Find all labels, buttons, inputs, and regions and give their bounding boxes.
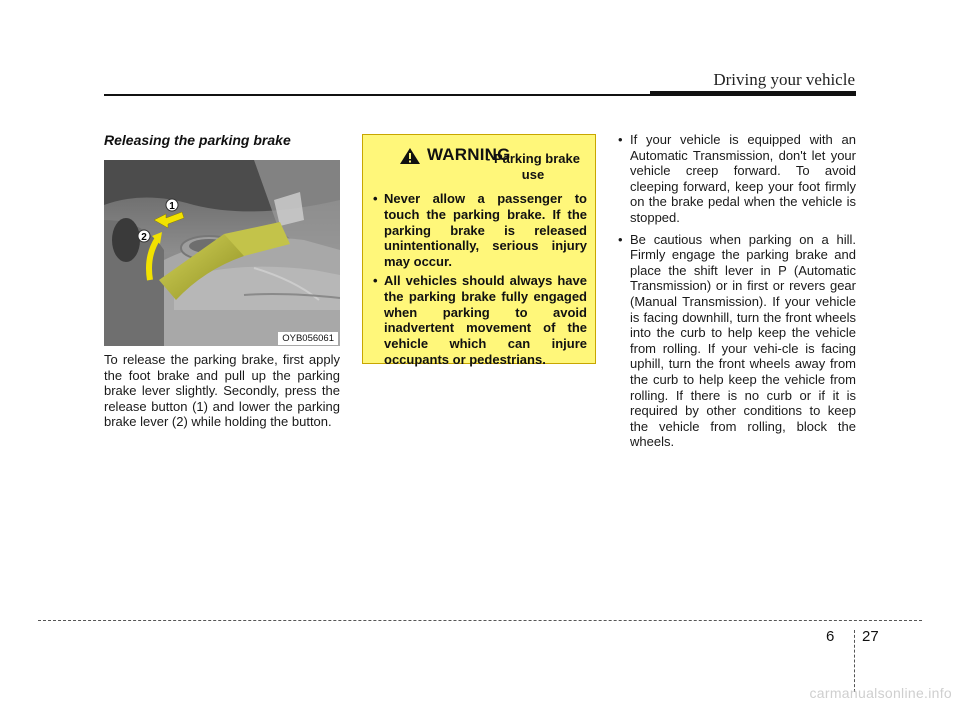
header-rule-accent	[650, 91, 856, 96]
warning-word: WARNING	[427, 145, 511, 164]
parking-brake-photo	[104, 160, 340, 346]
footer-divider	[854, 630, 855, 692]
footer-rule	[38, 620, 922, 621]
running-header-title: Driving your vehicle	[713, 70, 855, 89]
warning-item-text: All vehicles should always have the parking brake fully engaged when parking to avoid inadvertent movement of the vehicle which can injure occupants or pedestrians.	[384, 272, 587, 367]
callout-2: 2	[141, 232, 147, 243]
tip-item	[616, 232, 856, 450]
tip-text: If your vehicle is equipped with an Automatic Transmission, don't let your vehicle creep forward. To avoid cleeping forward, keep your foot firmly on the brake pedal when the vehicle is stopped.	[630, 132, 856, 225]
bullet: •	[373, 272, 378, 288]
warning-item	[373, 273, 587, 368]
parking-brake-illustration	[104, 160, 340, 346]
callout-1: 1	[169, 201, 175, 212]
warning-subtitle: - Parking brake use	[486, 151, 580, 182]
warning-item-text: Never allow a passenger to touch the parking brake. If the parking brake is released unintentionally, serious injury may occur.	[384, 191, 587, 270]
hill-parking-tips	[616, 132, 856, 456]
tip-item	[616, 132, 856, 226]
page-chapter: 6	[826, 628, 835, 645]
warning-list	[373, 191, 587, 368]
bullet: •	[618, 132, 623, 147]
warning-box	[362, 134, 596, 367]
tip-text: Be cautious when parking on a hill. Firmly engage the parking brake and place the shift lever in P (Automatic Transmission) or in first or revers gear (Manual Transmission). If your vehicle is facing downhill, turn the front wheels into the curb to help keep the vehicle from rolling. If your vehi-cle is facing uphill, turn the front wheels away from the curb to help keep the vehicle from rolling. If there is no curb or if it is required by other conditions to keep the vehicle from rolling, block the wheels.	[630, 231, 856, 450]
watermark: carmanualsonline.info	[809, 685, 952, 701]
page-number: 27	[862, 628, 879, 645]
bullet: •	[618, 231, 623, 247]
bullet: •	[373, 191, 378, 206]
figure-code: OYB056061	[278, 332, 338, 345]
release-instructions: To release the parking brake, first apply the foot brake and pull up the parking brake lever slightly. Secondly, press the release button (1) and lower the parking brake lever (2) while holding the button.	[104, 352, 340, 430]
section-heading: Releasing the parking brake	[104, 132, 291, 148]
warning-triangle-icon	[399, 147, 421, 165]
warning-item	[373, 191, 587, 270]
